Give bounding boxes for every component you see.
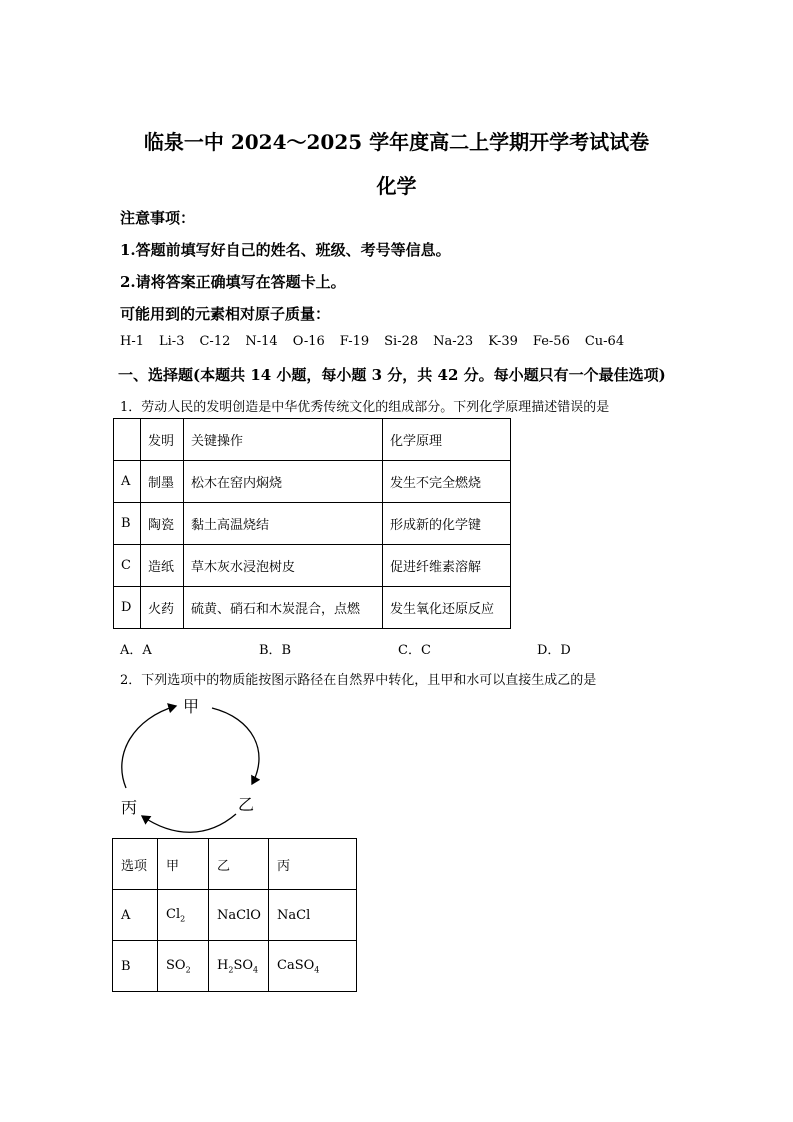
option-a[interactable]: A．A — [120, 643, 152, 658]
atomic-mass: Na-23 — [433, 334, 474, 349]
exam-title: 临泉一中 2024～2025 学年度高二上学期开学考试试卷 — [143, 130, 650, 154]
q2-table — [112, 838, 357, 992]
table-cell: 制墨 — [141, 461, 184, 503]
formula-h2so4: $H_2SO_4$ — [209, 941, 269, 992]
atomic-mass: H-1 — [120, 334, 145, 349]
formula-caso4: CaSO$_4$ — [269, 941, 357, 992]
atomic-mass: K-39 — [488, 334, 518, 349]
table-cell: 造纸 — [141, 545, 184, 587]
table-cell: D — [114, 587, 141, 629]
table-cell: 发生氧化还原反应 — [383, 587, 511, 629]
table-cell: 火药 — [141, 587, 184, 629]
table-header-invention: 发明 — [141, 419, 184, 461]
atomic-mass: Si-28 — [384, 334, 419, 349]
notice-item-1: 1.答题前填写好自己的姓名、班级、考号等信息。 — [120, 241, 451, 259]
section-heading: 一、选择题(本题共 14 小题，每小题 3 分，共 42 分。每小题只有一个最佳选项) — [118, 366, 666, 384]
table-row — [113, 941, 357, 992]
conversion-cycle-diagram — [112, 696, 272, 841]
formula-nacl: NaCl — [269, 890, 357, 941]
table-cell: 松木在窑内焖烧 — [184, 461, 383, 503]
option-c[interactable]: C．C — [398, 643, 431, 658]
table-cell: B — [114, 503, 141, 545]
arrow-yi-to-bing — [142, 814, 236, 832]
table-row — [114, 461, 511, 503]
q2-stem: 2．下列选项中的物质能按图示路径在自然界中转化，且甲和水可以直接生成乙的是 — [120, 673, 597, 688]
atomic-mass: N-14 — [245, 334, 278, 349]
formula-naclo: NaClO — [209, 890, 269, 941]
notice-heading: 注意事项： — [120, 209, 196, 227]
table-header-bing: 丙 — [269, 839, 357, 890]
table-header-yi: 乙 — [209, 839, 269, 890]
table-cell: A — [114, 461, 141, 503]
table-row — [114, 545, 511, 587]
table-row — [114, 503, 511, 545]
formula-so2: $SO_2$ — [158, 941, 209, 992]
table-cell: A — [113, 890, 158, 941]
table-header-row — [114, 419, 511, 461]
table-header-operation: 关键操作 — [184, 419, 383, 461]
table-cell: 形成新的化学键 — [383, 503, 511, 545]
table-header-option: 选项 — [113, 839, 158, 890]
formula-cl2: $Cl_2$ — [158, 890, 209, 941]
table-cell: 黏土高温烧结 — [184, 503, 383, 545]
table-cell: 促进纤维素溶解 — [383, 545, 511, 587]
table-header-row — [113, 839, 357, 890]
table-cell: 草木灰水浸泡树皮 — [184, 545, 383, 587]
table-cell: 硫黄、硝石和木炭混合，点燃 — [184, 587, 383, 629]
atomic-mass: C-12 — [199, 334, 231, 349]
subject-title: 化学 — [376, 174, 417, 198]
arrow-bing-to-jia — [122, 706, 176, 788]
q1-table — [113, 418, 511, 629]
atomic-mass: F-19 — [339, 334, 370, 349]
table-cell: C — [114, 545, 141, 587]
table-cell: 陶瓷 — [141, 503, 184, 545]
table-cell — [114, 419, 141, 461]
arrow-jia-to-yi — [212, 708, 259, 784]
q1-options — [120, 639, 571, 658]
atomic-mass: O-16 — [292, 334, 325, 349]
table-cell: B — [113, 941, 158, 992]
cycle-node-yi: 乙 — [238, 795, 255, 814]
atomic-mass: Li-3 — [159, 334, 185, 349]
atomic-mass-list — [120, 334, 639, 349]
atomic-mass: Cu-64 — [584, 334, 625, 349]
atomic-mass-heading: 可能用到的元素相对原子质量： — [120, 305, 331, 323]
table-row — [114, 587, 511, 629]
table-row — [113, 890, 357, 941]
cycle-node-jia: 甲 — [183, 697, 200, 716]
q1-stem: 1．劳动人民的发明创造是中华优秀传统文化的组成部分。下列化学原理描述错误的是 — [120, 400, 610, 415]
option-b[interactable]: B．B — [259, 643, 292, 658]
table-header-principle: 化学原理 — [383, 419, 511, 461]
option-d[interactable]: D．D — [537, 643, 571, 658]
table-cell: 发生不完全燃烧 — [383, 461, 511, 503]
notice-item-2: 2.请将答案正确填写在答题卡上。 — [120, 273, 346, 291]
cycle-node-bing: 丙 — [121, 798, 138, 817]
table-header-jia: 甲 — [158, 839, 209, 890]
atomic-mass: Fe-56 — [532, 334, 570, 349]
